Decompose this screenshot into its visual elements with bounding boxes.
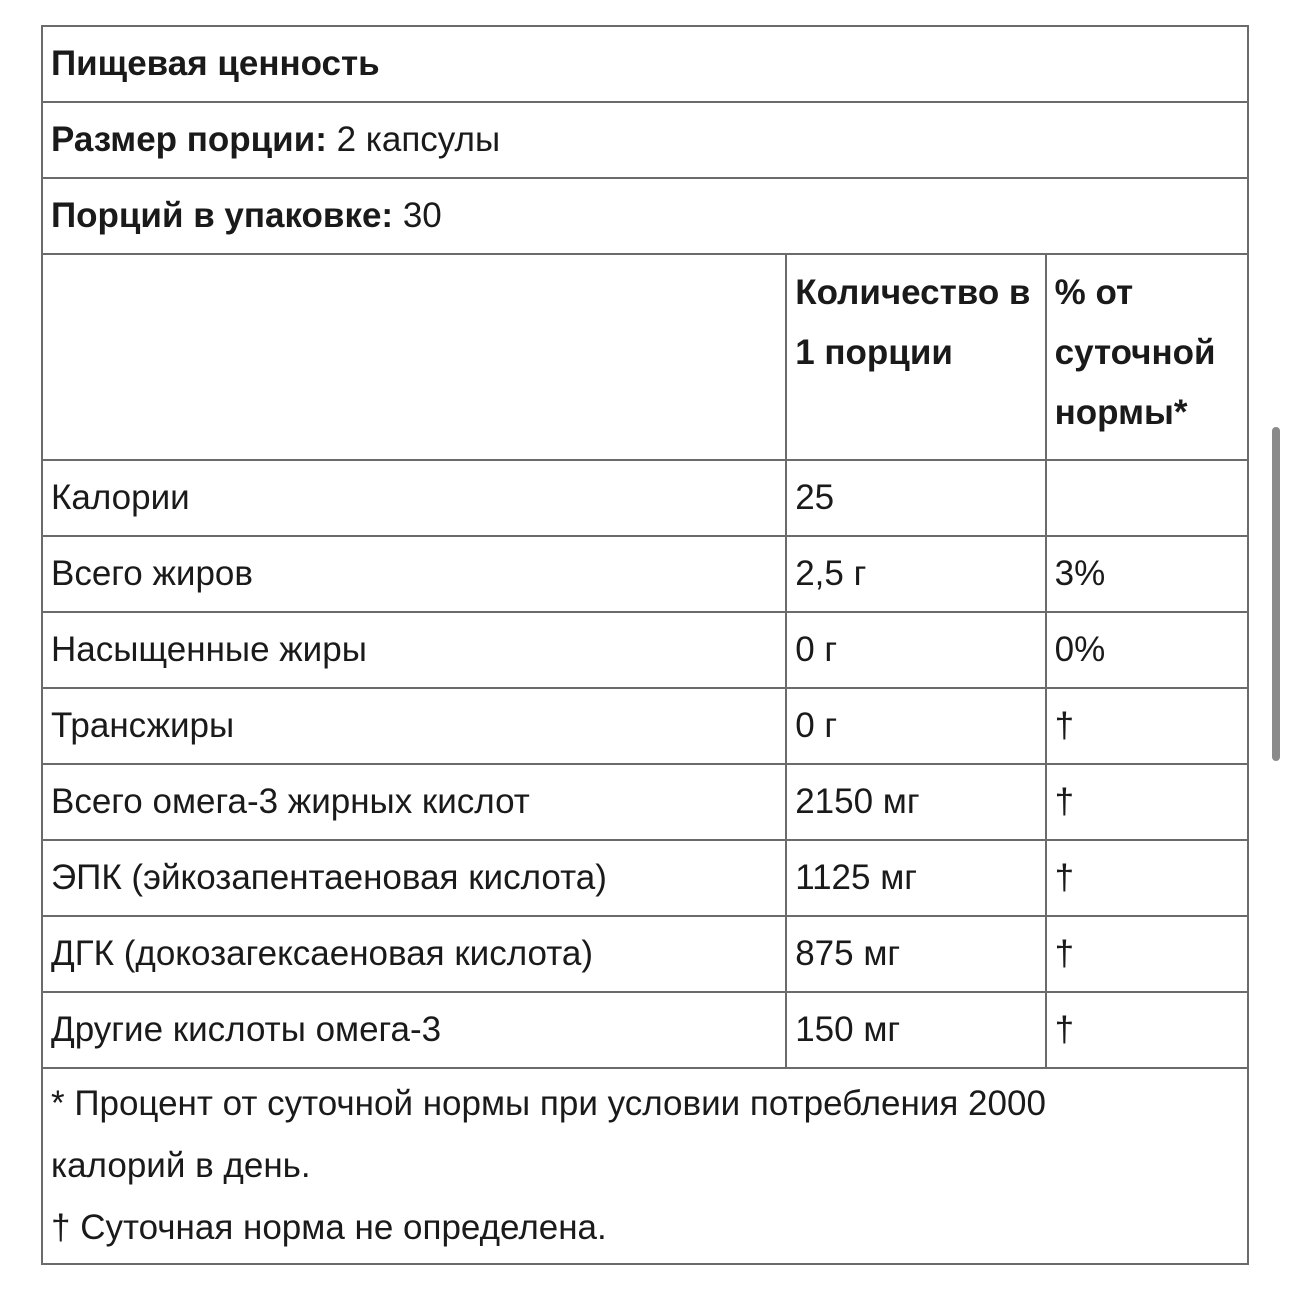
table-row — [42, 916, 1248, 992]
nutrition-facts-table — [41, 25, 1249, 1265]
footnote-asterisk: * Процент от суточной нормы при условии потребления 2000 калорий в день. — [51, 1084, 1046, 1185]
serving-size-value: 2 капсулы — [326, 120, 501, 159]
serving-size-label: Размер порции: — [51, 120, 327, 159]
table-row — [42, 688, 1248, 764]
table-row — [42, 840, 1248, 916]
column-header-name — [42, 254, 786, 460]
nutrient-name: Калории — [42, 460, 786, 536]
nutrient-amount: 2,5 г — [786, 536, 1045, 612]
nutrient-name: ЭПК (эйкозапентаеновая кислота) — [42, 840, 786, 916]
column-header-daily-value: % от суточной нормы* — [1046, 254, 1248, 460]
serving-size-row — [42, 102, 1248, 178]
servings-per-container-value: 30 — [393, 196, 442, 235]
nutrient-amount: 2150 мг — [786, 764, 1045, 840]
nutrient-daily-value: † — [1046, 764, 1248, 840]
nutrient-daily-value: † — [1046, 688, 1248, 764]
nutrient-name: ДГК (докозагексаеновая кислота) — [42, 916, 786, 992]
vertical-scrollbar[interactable] — [1272, 427, 1280, 761]
nutrient-name: Трансжиры — [42, 688, 786, 764]
table-row — [42, 992, 1248, 1068]
nutrient-amount: 25 — [786, 460, 1045, 536]
nutrient-daily-value: † — [1046, 840, 1248, 916]
table-title: Пищевая ценность — [42, 26, 1248, 102]
title-row — [42, 26, 1248, 102]
nutrient-amount: 0 г — [786, 688, 1045, 764]
table-row — [42, 460, 1248, 536]
nutrient-name: Всего жиров — [42, 536, 786, 612]
nutrient-daily-value: † — [1046, 916, 1248, 992]
table-row — [42, 536, 1248, 612]
nutrient-amount: 1125 мг — [786, 840, 1045, 916]
nutrient-name: Всего омега-3 жирных кислот — [42, 764, 786, 840]
nutrient-name: Другие кислоты омега-3 — [42, 992, 786, 1068]
footnote-row — [42, 1068, 1248, 1264]
nutrient-daily-value — [1046, 460, 1248, 536]
column-header-amount: Количество в 1 порции — [786, 254, 1045, 460]
nutrient-name: Насыщенные жиры — [42, 612, 786, 688]
servings-per-container-label: Порций в упаковке: — [51, 196, 394, 235]
nutrient-daily-value: † — [1046, 992, 1248, 1068]
column-header-row — [42, 254, 1248, 460]
table-row — [42, 764, 1248, 840]
nutrient-amount: 150 мг — [786, 992, 1045, 1068]
nutrient-daily-value: 3% — [1046, 536, 1248, 612]
nutrient-amount: 0 г — [786, 612, 1045, 688]
nutrient-amount: 875 мг — [786, 916, 1045, 992]
table-row — [42, 612, 1248, 688]
footnote-dagger: † Суточная норма не определена. — [51, 1208, 607, 1247]
servings-per-container-row — [42, 178, 1248, 254]
nutrient-daily-value: 0% — [1046, 612, 1248, 688]
